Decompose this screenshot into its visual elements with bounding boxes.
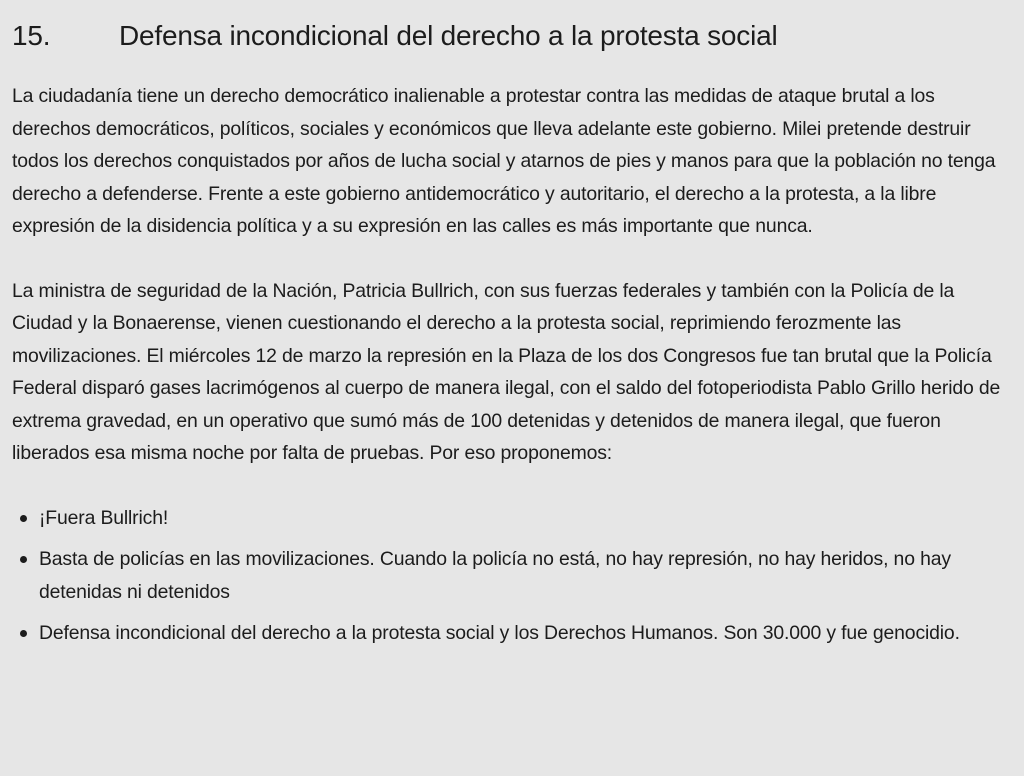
- list-item: [12, 617, 1008, 650]
- bullet-icon: [20, 556, 27, 563]
- bullet-icon: [20, 515, 27, 522]
- paragraph-intro: La ciudadanía tiene un derecho democrático inalienable a protestar contra las medidas de ataque brutal a los derechos democráticos, políticos, sociales y económicos que lleva adelante este gobierno. Milei pretende destruir todos los derechos conquistados por años de lucha social y atarnos de pies y manos para que la población no tenga derecho a defenderse. Frente a este gobierno antidemocrático y autoritario, el derecho a la protesta, a la libre expresión de la disidencia política y a su expresión en las calles es más importante que nunca.: [12, 85, 996, 237]
- section-title: Defensa incondicional del derecho a la protesta social: [119, 20, 778, 51]
- list-item-text: Basta de policías en las movilizaciones. Cuando la policía no está, no hay represión, no hay heridos, no hay detenidas ni detenidos: [39, 548, 951, 603]
- section-number: 15.: [12, 20, 51, 51]
- list-item-text: ¡Fuera Bullrich!: [39, 506, 169, 529]
- list-item: [12, 502, 1008, 535]
- list-item-text: Defensa incondicional del derecho a la protesta social y los Derechos Humanos. Son 30.000 y fue genocidio.: [39, 622, 960, 644]
- section-heading: [12, 20, 1008, 52]
- paragraph-repression: La ministra de seguridad de la Nación, Patricia Bullrich, con sus fuerzas federales y también con la Policía de la Ciudad y la Bonaerense, vienen cuestionando el derecho a la protesta social, reprimiendo ferozmente las movilizaciones. El miércoles 12 de marzo la represión en la Plaza de los dos Congresos fue tan brutal que la Policía Federal disparó gases lacrimógenos al cuerpo de manera ilegal, con el saldo del fotoperiodista Pablo Grillo herido de extrema gravedad, en un operativo que sumó más de 100 detenidas y detenidos de manera ilegal, que fueron liberados esa misma noche por falta de pruebas. Por eso proponemos:: [12, 279, 1001, 464]
- proposal-list: [12, 502, 1008, 650]
- bullet-icon: [20, 630, 27, 637]
- list-item: [12, 543, 1008, 608]
